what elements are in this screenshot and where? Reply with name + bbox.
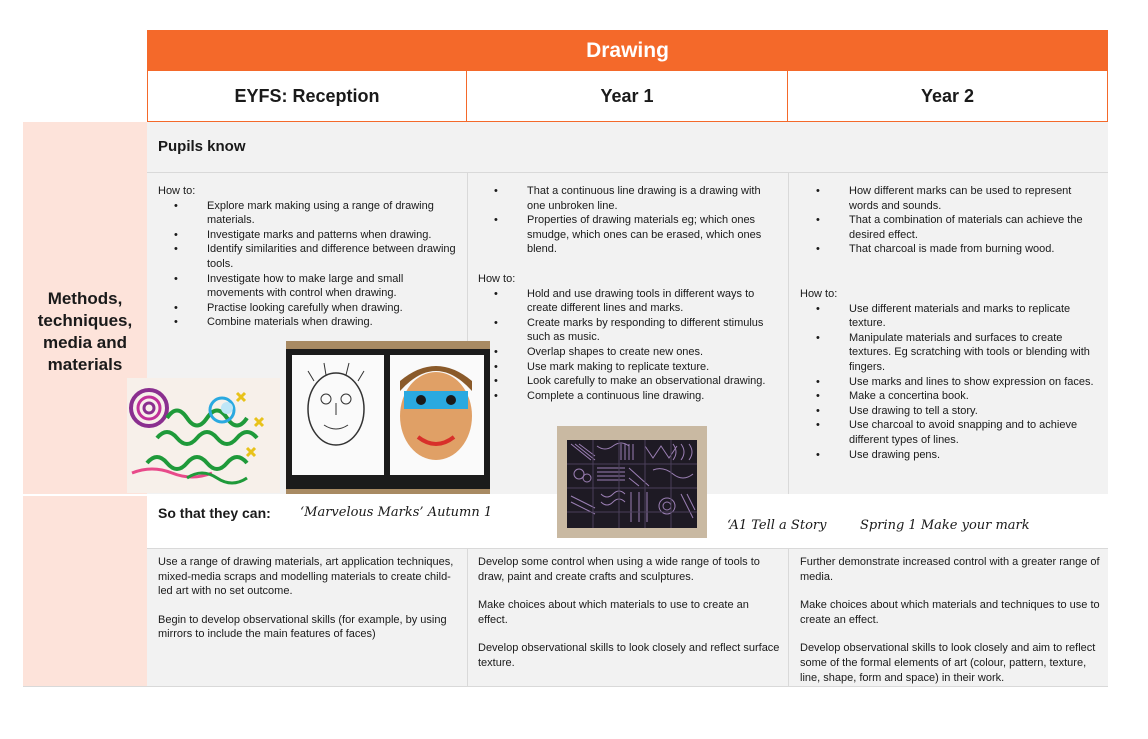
list-item: • Identify similarities and difference between drawing tools. bbox=[158, 242, 458, 271]
outcome-text: Develop observational skills to look closely and reflect surface texture. bbox=[478, 642, 780, 669]
column-header-reception: EYFS: Reception bbox=[147, 71, 467, 122]
so-that-label: So that they can: bbox=[158, 505, 271, 521]
year1-outcomes bbox=[478, 555, 780, 671]
list-item: • Investigate how to make large and small movements with control when drawing. bbox=[158, 272, 458, 301]
list-item: • Use mark making to replicate texture. bbox=[478, 360, 780, 375]
handwritten-note: ‘A1 Tell a Story bbox=[727, 518, 827, 533]
list-item: • That a combination of materials can achieve the desired effect. bbox=[800, 213, 1100, 242]
handwritten-note: ‘Marvelous Marks’ Autumn 1 bbox=[300, 505, 493, 520]
howto-label: How to: bbox=[800, 287, 838, 300]
outcome-text: Make choices about which materials and techniques to use to create an effect. bbox=[800, 599, 1100, 626]
side-label: Methods, techniques, media and materials bbox=[37, 289, 133, 374]
list-item: • Use drawing pens. bbox=[800, 448, 1100, 463]
list-item: • That a continuous line drawing is a drawing with one unbroken line. bbox=[478, 184, 780, 213]
reception-knowledge bbox=[158, 184, 458, 330]
column-header-year2: Year 2 bbox=[788, 71, 1108, 122]
outcome-text: Develop observational skills to look closely and aim to reflect some of the formal elements of art (colour, pattern, texture, line, shape, form and space) in their work. bbox=[800, 642, 1096, 684]
list-item: • Properties of drawing materials eg; which ones smudge, which ones can be erased, which ones blend. bbox=[478, 213, 780, 257]
outcome-text: Begin to develop observational skills (for example, by using mirrors to include the main features of faces) bbox=[158, 613, 447, 641]
list-item: • Practise looking carefully when drawing. bbox=[158, 301, 458, 316]
outcome-text: Make choices about which materials to use to create an effect. bbox=[478, 599, 749, 626]
list-item: • Overlap shapes to create new ones. bbox=[478, 345, 780, 360]
artwork-photo-scribble bbox=[127, 378, 280, 493]
divider bbox=[788, 172, 789, 494]
outcome-text: Use a range of drawing materials, art application techniques, mixed-media scraps and modelling materials to create child-led art with no set outcome. bbox=[158, 556, 454, 598]
list-item: • Manipulate materials and surfaces to create textures. Eg scratching with tools or blending with fingers. bbox=[800, 331, 1100, 375]
list-item: • Combine materials when drawing. bbox=[158, 315, 458, 330]
year2-outcomes bbox=[800, 555, 1100, 685]
reception-outcomes bbox=[158, 555, 460, 642]
divider bbox=[788, 548, 789, 686]
column-header-year1: Year 1 bbox=[467, 71, 788, 122]
pupils-know-band bbox=[147, 122, 1108, 172]
divider bbox=[147, 172, 1108, 173]
list-item: • How different marks can be used to represent words and sounds. bbox=[800, 184, 1100, 213]
list-item: • Investigate marks and patterns when drawing. bbox=[158, 228, 458, 243]
list-item: • Use marks and lines to show expression on faces. bbox=[800, 375, 1100, 390]
list-item: • Look carefully to make an observational drawing. bbox=[478, 374, 780, 389]
divider bbox=[467, 548, 468, 686]
list-item: • Make a concertina book. bbox=[800, 389, 1100, 404]
howto-label: How to: bbox=[478, 272, 516, 285]
list-item: • Create marks by responding to different stimulus such as music. bbox=[478, 316, 780, 345]
list-item: • Use drawing to tell a story. bbox=[800, 404, 1100, 419]
pupils-know-label: Pupils know bbox=[158, 138, 246, 155]
outcome-text: Further demonstrate increased control with a greater range of media. bbox=[800, 556, 1100, 583]
year1-knowledge bbox=[478, 184, 780, 403]
artwork-photo-faces bbox=[286, 341, 490, 494]
list-item: • Use charcoal to avoid snapping and to achieve different types of lines. bbox=[800, 418, 1100, 447]
divider bbox=[147, 548, 1108, 549]
list-item: • Hold and use drawing tools in different ways to create different lines and marks. bbox=[478, 287, 780, 316]
handwritten-note: Spring 1 Make your mark bbox=[860, 518, 1030, 533]
year2-knowledge bbox=[800, 184, 1100, 462]
outcome-text: Develop some control when using a wide range of tools to draw, paint and create crafts and sculptures. bbox=[478, 556, 760, 583]
list-item: • Complete a continuous line drawing. bbox=[478, 389, 780, 404]
page-title: Drawing bbox=[147, 30, 1108, 71]
howto-label: How to: bbox=[158, 185, 196, 197]
list-item: • Explore mark making using a range of drawing materials. bbox=[158, 199, 458, 228]
side-divider bbox=[23, 494, 147, 496]
list-item: • Use different materials and marks to replicate texture. bbox=[800, 302, 1100, 331]
list-item: • That charcoal is made from burning wood. bbox=[800, 242, 1100, 257]
divider bbox=[23, 686, 1108, 687]
artwork-photo-texture-grid bbox=[557, 426, 707, 538]
